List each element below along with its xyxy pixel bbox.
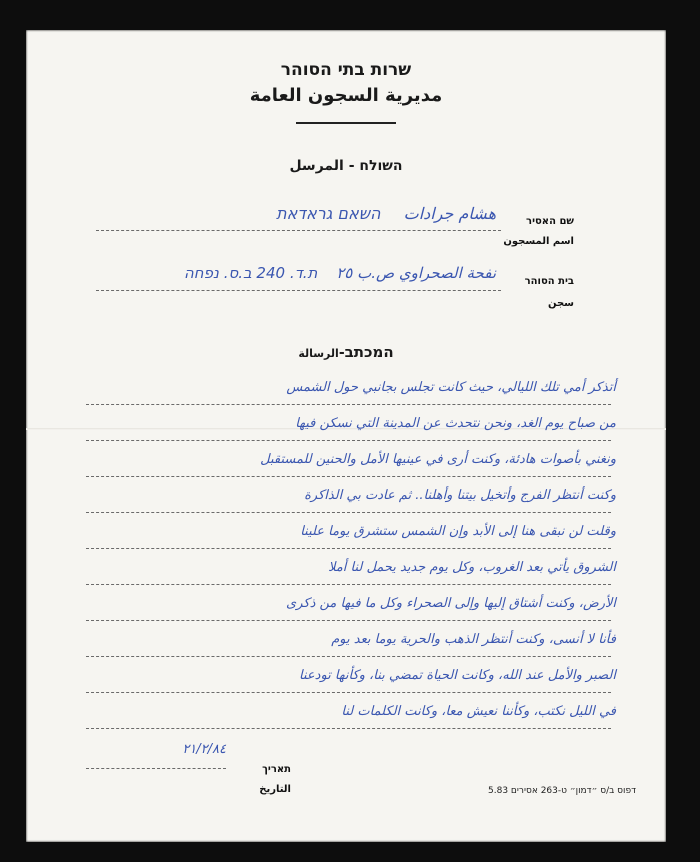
ruled-line [86,440,611,441]
prisoner-name-he: השאם גראדאת [276,204,381,223]
prisoner-name-ar: هشام جرادات [403,204,496,223]
letter-line: في الليل نكتب، وكأننا نعيش معا، وكانت الكلمات لنا [341,704,616,719]
prisoner-name-value [116,204,496,223]
sender-heading: השולח - المرسل [289,158,403,174]
ruled-line [86,620,611,621]
letter-line: الصبر والأمل عند الله، وكانت الحياة تمضي بنا، وكأنها تودعنا [299,668,616,683]
prison-value [96,264,496,282]
ruled-line [86,476,611,477]
prison-value-ar: نفحة الصحراوي ص.ب ٢٥ [331,264,496,282]
header-title-ar: مديرية السجون العامة [249,85,443,106]
ruled-line [86,404,611,405]
date-line [86,768,226,769]
date-label-he: תאריך [262,764,291,775]
letter-line: الأرض، وكنت أشتاق إليها وإلى الصحراء وكل ما فيها من ذكرى [286,596,616,611]
letter-line: أتذكر أمي تلك الليالي، حيث كانت تجلس بجانبي حول الشمس [286,380,616,395]
ruled-line [86,692,611,693]
letter-line: ونغني بأصوات هادئة، وكنت أرى في عينيها الأمل والحنين للمستقبل [260,452,616,467]
prison-label-he: בית הסוהר [524,276,574,287]
letter-line: فأنا لا أنسى، وكنت أنتظر الذهب والحرية يوما بعد يوم [331,632,616,647]
letter-form-page [26,30,666,842]
header-divider [296,122,396,124]
prisoner-name-line [96,230,501,231]
header-title-he: שרות בתי הסוהר [280,60,412,80]
prison-value-he: ת.ד. 240 ב.ס. נפחה [183,264,318,282]
ruled-line [86,512,611,513]
letter-heading: המכתב-الرسالة [298,343,394,361]
prison-line [96,290,501,291]
letter-heading-he: המכתב [344,343,394,361]
letter-heading-ar: الرسالة [298,347,339,360]
letter-line: الشروق يأتي بعد الغروب، وكل يوم جديد يحمل لنا أملا [328,560,616,575]
ruled-line [86,548,611,549]
letter-line: من صباح يوم الغد، ونحن نتحدث عن المدينة التي نسكن فيها [295,416,616,431]
prisoner-label-ar: اسم المسجون [503,236,574,247]
ruled-line [86,656,611,657]
letter-line: وكنت أنتظر الفرج وأتخيل بيتنا وأهلنا.. ثم عادت بي الذاكرة [304,488,616,503]
ruled-line [86,728,611,729]
date-value: ٢١/٢/٨٤ [182,742,226,757]
letter-line: وقلت لن نبقى هنا إلى الأبد وإن الشمس ستشرق يوما علينا [300,524,616,539]
ruled-line [86,584,611,585]
prison-label-ar: سجن [547,298,574,309]
date-label-ar: التاريخ [259,784,291,795]
prisoner-label-he: שם האסיר [526,216,574,227]
print-note: דפוס ב/ס ״דמון״ ט-263 אסירים 5.83 [488,786,636,796]
